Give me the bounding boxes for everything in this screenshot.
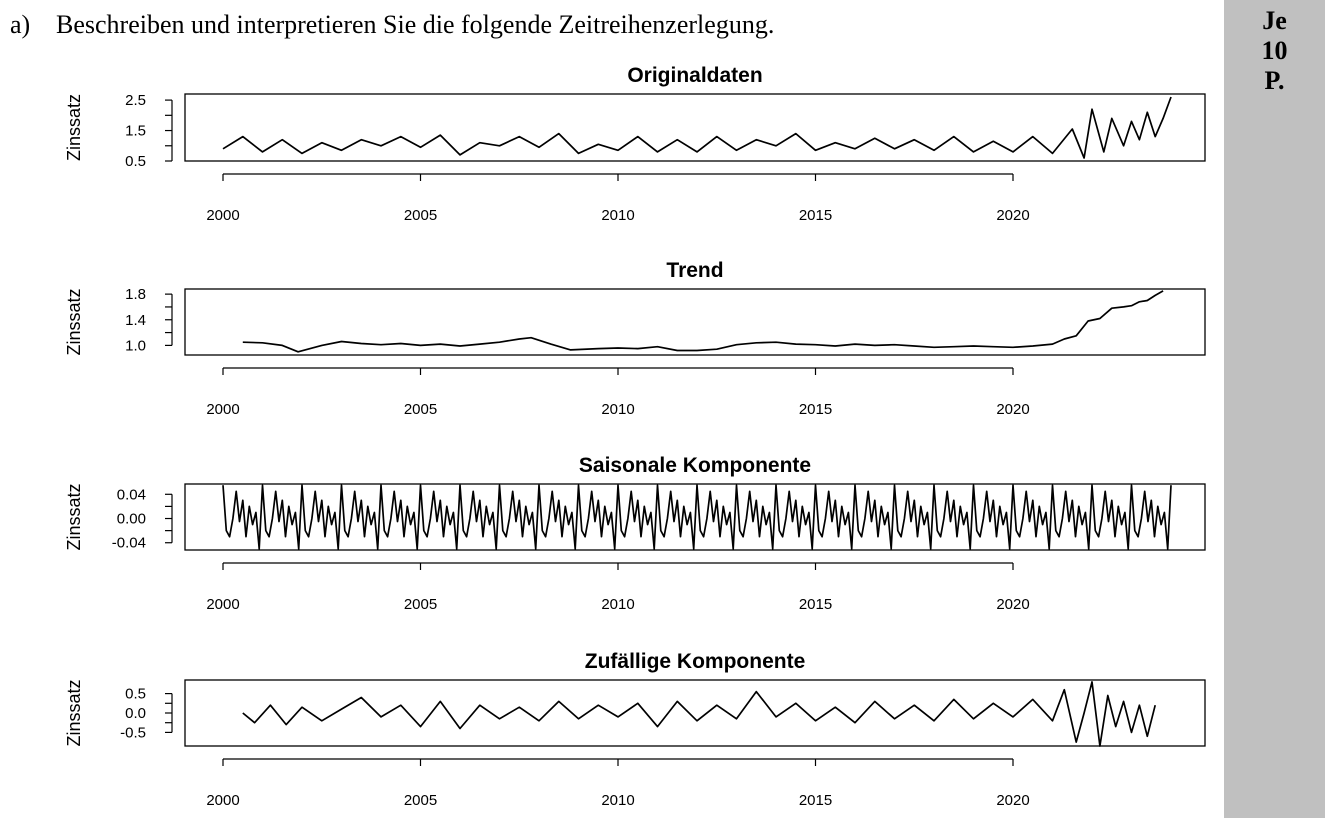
y-tick-label: -0.04	[111, 534, 146, 552]
y-tick-label: -0.5	[120, 724, 146, 742]
question-label: a)	[10, 10, 31, 39]
y-tick-label: 1.4	[125, 311, 146, 329]
x-tick-label: 2010	[601, 596, 635, 613]
y-tick-label: 0.00	[116, 510, 146, 528]
points-line-2: 10	[1261, 36, 1288, 65]
x-tick-label: 2015	[798, 401, 833, 418]
chart-title-1: Originaldaten	[627, 64, 763, 87]
x-tick-label: 2010	[601, 792, 635, 809]
y-tick-label: 2.5	[125, 92, 146, 110]
y-tick-label: 0.5	[125, 685, 146, 703]
points-line-3: P.	[1264, 66, 1285, 95]
x-tick-label: 2005	[403, 792, 438, 809]
y-axis-label-4: Zinssatz	[64, 679, 84, 747]
x-tick-label: 2020	[996, 207, 1030, 224]
y-axis-label-1: Zinssatz	[64, 93, 84, 162]
question-text: Beschreiben und interpretieren Sie die folgende Zeitreihenzerlegung.	[56, 10, 775, 39]
series-line-2	[243, 291, 1163, 352]
y-axis-label-3: Zinssatz	[64, 483, 84, 551]
y-tick-label: 1.0	[125, 337, 146, 355]
x-tick-label: 2005	[403, 401, 438, 418]
y-tick-label: 0.04	[116, 486, 146, 504]
x-tick-label: 2020	[996, 401, 1030, 418]
y-tick-label: 0.0	[125, 705, 146, 722]
x-tick-label: 2010	[601, 207, 635, 224]
x-tick-label: 2015	[798, 792, 833, 809]
y-tick-label: 1.5	[125, 122, 146, 140]
chart-title-4: Zufällige Komponente	[584, 650, 806, 673]
chart-title-2: Trend	[666, 259, 724, 282]
x-tick-label: 2020	[996, 792, 1030, 809]
y-axis-label-2: Zinssatz	[64, 288, 84, 356]
x-tick-label: 2000	[206, 207, 240, 224]
x-tick-label: 2005	[403, 596, 438, 613]
x-tick-label: 2015	[798, 207, 833, 224]
points-line-1: Je	[1262, 6, 1287, 35]
x-tick-label: 2000	[206, 596, 240, 613]
series-line-3	[223, 485, 1171, 549]
plot-frame-2	[185, 289, 1205, 355]
y-tick-label: 0.5	[125, 153, 146, 170]
series-line-4	[243, 682, 1155, 746]
y-tick-label: 1.8	[125, 286, 146, 304]
x-tick-label: 2020	[996, 596, 1030, 613]
series-line-1	[223, 97, 1171, 158]
x-tick-label: 2010	[601, 401, 635, 418]
chart-title-3: Saisonale Komponente	[578, 454, 812, 477]
points-sidebar	[1224, 0, 1325, 818]
x-tick-label: 2005	[403, 207, 438, 224]
x-tick-label: 2000	[206, 401, 240, 418]
x-tick-label: 2000	[206, 792, 240, 809]
x-tick-label: 2015	[798, 596, 833, 613]
plot-frame-4	[185, 680, 1205, 746]
